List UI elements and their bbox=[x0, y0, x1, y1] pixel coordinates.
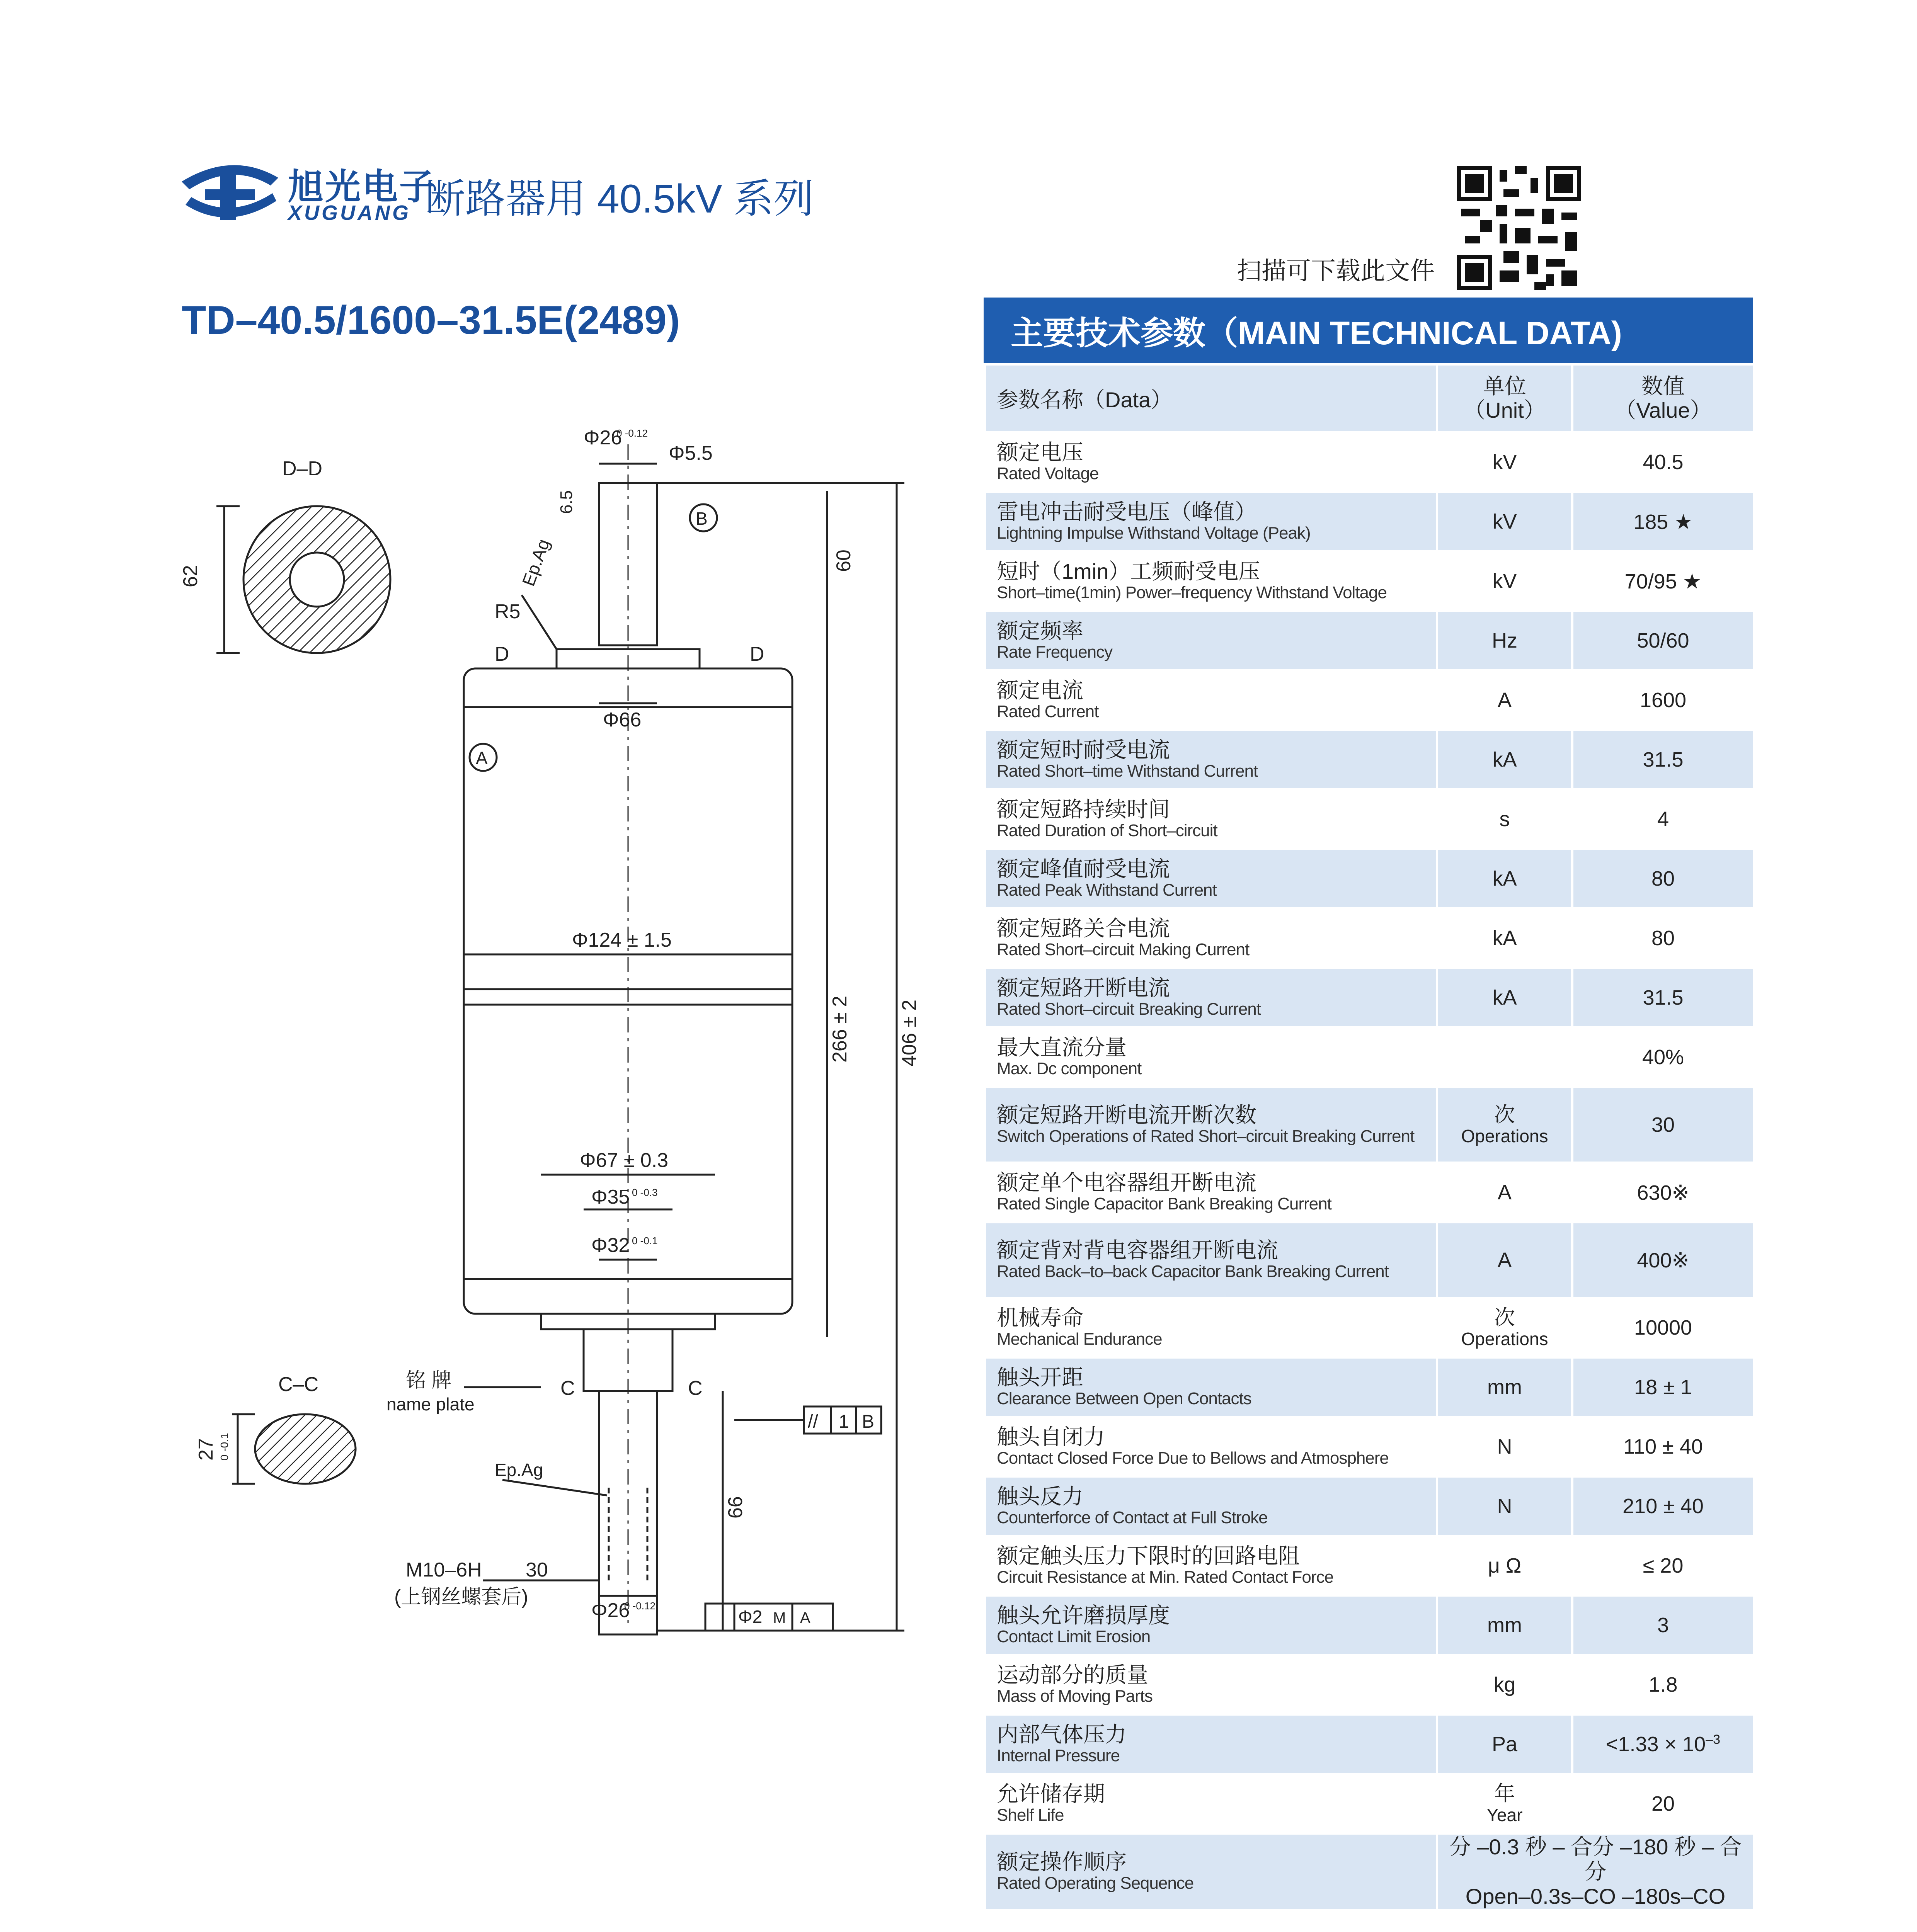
unit-cell bbox=[1437, 670, 1572, 730]
unit-text: kA bbox=[1492, 927, 1517, 950]
main-table-row bbox=[985, 1417, 1754, 1476]
value-text: 80 bbox=[1651, 867, 1675, 890]
section-cc-label: C–C bbox=[278, 1373, 319, 1396]
param-cell bbox=[985, 1833, 1437, 1910]
value-text: 18 ± 1 bbox=[1634, 1376, 1692, 1399]
unit-text: A bbox=[1497, 1248, 1512, 1272]
pos-tol-m: M bbox=[773, 1609, 786, 1626]
param-cell bbox=[985, 670, 1437, 730]
param-cell bbox=[985, 1655, 1437, 1714]
param-name-en: Rated Peak Withstand Current bbox=[997, 881, 1217, 900]
unit-cell bbox=[1437, 492, 1572, 551]
value-cell bbox=[1572, 908, 1754, 968]
dim-phi26-top-tol: 0 -0.12 bbox=[616, 427, 648, 439]
model-number: TD–40.5/1600–31.5E(2489) bbox=[182, 298, 680, 343]
param-name-cn: 额定峰值耐受电流 bbox=[997, 857, 1170, 881]
unit-text: kV bbox=[1492, 451, 1517, 474]
param-name-cn: 触头开距 bbox=[997, 1365, 1083, 1389]
value-cell bbox=[1572, 1655, 1754, 1714]
param-cell bbox=[985, 1163, 1437, 1222]
main-table-row bbox=[985, 908, 1754, 968]
section-d-right: D bbox=[750, 643, 764, 665]
param-name-cn: 内部气体压力 bbox=[997, 1722, 1127, 1747]
param-name-en: Mass of Moving Parts bbox=[997, 1687, 1153, 1706]
thread-depth: 30 bbox=[526, 1559, 548, 1581]
datum-a-label: A bbox=[476, 748, 488, 768]
tol-parallel-value: 1 bbox=[839, 1412, 849, 1432]
param-name-cn: 额定单个电容器组开断电流 bbox=[997, 1170, 1256, 1195]
param-name-cn: 额定短路开断电流开断次数 bbox=[997, 1103, 1256, 1127]
param-name-cn: 触头允许磨损厚度 bbox=[997, 1603, 1170, 1628]
unit-cell bbox=[1437, 1417, 1572, 1476]
value-cell bbox=[1572, 1357, 1754, 1417]
unit-text: kV bbox=[1492, 570, 1517, 593]
unit-cn: 次 bbox=[1494, 1103, 1515, 1126]
technical-drawing bbox=[155, 386, 947, 1700]
value-cell bbox=[1572, 611, 1754, 670]
dim-phi35: Φ35 bbox=[591, 1186, 630, 1208]
param-name-en: Shelf Life bbox=[997, 1806, 1064, 1825]
main-table-row bbox=[985, 730, 1754, 789]
brand-name-cn: 旭光电子 bbox=[288, 167, 437, 207]
value-cell bbox=[1572, 849, 1754, 908]
main-table-row bbox=[985, 1357, 1754, 1417]
param-cell bbox=[985, 1774, 1437, 1833]
param-cell bbox=[985, 1595, 1437, 1655]
unit-cell bbox=[1437, 1163, 1572, 1222]
value-text: 30 bbox=[1651, 1113, 1675, 1136]
qr-code bbox=[1457, 166, 1581, 290]
param-cell bbox=[985, 1087, 1437, 1163]
dim-266: 266 ± 2 bbox=[829, 995, 851, 1063]
unit-text: s bbox=[1499, 808, 1510, 831]
value-cell bbox=[1572, 1714, 1754, 1774]
unit-cell bbox=[1437, 432, 1572, 492]
value-text: 1.8 bbox=[1648, 1673, 1678, 1696]
section-c-right: C bbox=[688, 1377, 703, 1400]
thread-spec: M10–6H bbox=[406, 1559, 482, 1581]
unit-text: N bbox=[1497, 1435, 1512, 1458]
main-table-row bbox=[985, 1163, 1754, 1222]
unit-cell bbox=[1437, 1536, 1572, 1595]
value-cell bbox=[1572, 1476, 1754, 1536]
unit-en: Operations bbox=[1461, 1329, 1548, 1349]
unit-cell bbox=[1437, 1714, 1572, 1774]
value-text: 40.5 bbox=[1643, 451, 1684, 474]
main-table-row bbox=[985, 1655, 1754, 1714]
nameplate-en: name plate bbox=[386, 1394, 475, 1414]
param-cell bbox=[985, 1357, 1437, 1417]
unit-cell bbox=[1437, 789, 1572, 849]
param-name-cn: 机械寿命 bbox=[997, 1306, 1083, 1330]
unit-en: Year bbox=[1486, 1805, 1523, 1825]
value-text: 185 ★ bbox=[1633, 510, 1693, 534]
section-dd-label: D–D bbox=[282, 457, 323, 480]
param-name-en: Short–time(1min) Power–frequency Withstand Voltage bbox=[997, 583, 1387, 602]
param-name-en: Max. Dc component bbox=[997, 1059, 1142, 1078]
radius-r5: R5 bbox=[495, 600, 521, 623]
param-name-cn: 额定频率 bbox=[997, 619, 1083, 643]
param-name-en: Mechanical Endurance bbox=[997, 1330, 1162, 1349]
main-technical-table bbox=[984, 363, 1755, 1911]
param-name-cn: 最大直流分量 bbox=[997, 1035, 1127, 1060]
qr-code-icon bbox=[1457, 166, 1581, 290]
unit-cell bbox=[1437, 611, 1572, 670]
unit-cell bbox=[1437, 968, 1572, 1027]
value-cell bbox=[1572, 1087, 1754, 1163]
unit-text: N bbox=[1497, 1495, 1512, 1518]
unit-text: A bbox=[1497, 689, 1512, 712]
value-cell bbox=[1572, 1417, 1754, 1476]
op-seq-value-cn: 分 –0.3 秒 – 合分 –180 秒 – 合分 bbox=[1449, 1835, 1742, 1884]
param-name-en: Rated Current bbox=[997, 702, 1099, 721]
param-name-cn: 额定操作顺序 bbox=[997, 1850, 1127, 1874]
ep-ag-bottom: Ep.Ag bbox=[495, 1460, 543, 1480]
unit-text: mm bbox=[1487, 1376, 1522, 1399]
main-table-row bbox=[985, 1027, 1754, 1087]
main-table-title-text: 主要技术参数（MAIN TECHNICAL DATA) bbox=[1011, 315, 1622, 351]
dim-60: 60 bbox=[833, 549, 855, 572]
param-name-en: Rated Back–to–back Capacitor Bank Breaking Current bbox=[997, 1262, 1389, 1281]
param-name-en: Contact Limit Erosion bbox=[997, 1627, 1151, 1646]
param-name-en: Rated Short–time Withstand Current bbox=[997, 762, 1258, 781]
unit-cell bbox=[1437, 849, 1572, 908]
header-param: 参数名称（Data） bbox=[985, 364, 1437, 432]
unit-text: kV bbox=[1492, 510, 1517, 533]
param-cell bbox=[985, 611, 1437, 670]
unit-text: mm bbox=[1487, 1614, 1522, 1637]
param-name-cn: 触头自闭力 bbox=[997, 1425, 1105, 1449]
unit-cell bbox=[1437, 1595, 1572, 1655]
dim-phi55: Φ5.5 bbox=[669, 442, 713, 464]
value-text: 70/95 ★ bbox=[1624, 570, 1702, 593]
value-text: 630※ bbox=[1637, 1181, 1689, 1204]
dim-66: 66 bbox=[724, 1496, 747, 1519]
param-name-cn: 运动部分的质量 bbox=[997, 1663, 1148, 1687]
param-cell bbox=[985, 1476, 1437, 1536]
value-cell bbox=[1572, 1536, 1754, 1595]
unit-cell bbox=[1437, 1298, 1572, 1357]
main-table-row bbox=[985, 1222, 1754, 1298]
param-cell bbox=[985, 492, 1437, 551]
value-text: <1.33 × 10 bbox=[1605, 1733, 1706, 1756]
param-name-en: Rated Short–circuit Making Current bbox=[997, 940, 1250, 959]
param-cell bbox=[985, 908, 1437, 968]
param-name-en: Rate Frequency bbox=[997, 643, 1113, 662]
dim-phi66: Φ66 bbox=[603, 709, 642, 731]
unit-cn: 次 bbox=[1494, 1306, 1515, 1329]
unit-cell bbox=[1437, 1655, 1572, 1714]
param-cell bbox=[985, 551, 1437, 611]
unit-text: A bbox=[1497, 1181, 1512, 1204]
section-d-left: D bbox=[495, 643, 509, 665]
thread-note: (上钢丝螺套后) bbox=[394, 1586, 528, 1608]
brand-logo-icon bbox=[178, 155, 282, 232]
datum-b-label: B bbox=[696, 509, 708, 529]
param-name-cn: 额定短路开断电流 bbox=[997, 976, 1170, 1000]
value-cell bbox=[1572, 670, 1754, 730]
unit-text: μ Ω bbox=[1488, 1554, 1522, 1577]
main-table-row bbox=[985, 1298, 1754, 1357]
param-cell bbox=[985, 1222, 1437, 1298]
param-name-cn: 额定短路持续时间 bbox=[997, 797, 1170, 821]
tol-parallel-datum: B bbox=[862, 1412, 875, 1432]
dim-62: 62 bbox=[179, 565, 202, 587]
param-cell bbox=[985, 730, 1437, 789]
main-table-row bbox=[985, 849, 1754, 908]
tol-parallel-symbol: // bbox=[808, 1412, 818, 1432]
dim-27: 27 bbox=[195, 1438, 217, 1461]
pos-tol-value: Φ2 bbox=[738, 1607, 763, 1627]
param-name-cn: 额定电压 bbox=[997, 440, 1083, 464]
dim-phi67: Φ67 ± 0.3 bbox=[580, 1149, 669, 1172]
param-name-en: Counterforce of Contact at Full Stroke bbox=[997, 1508, 1268, 1527]
param-name-en: Circuit Resistance at Min. Rated Contact Force bbox=[997, 1568, 1334, 1587]
param-cell bbox=[985, 1298, 1437, 1357]
dim-phi124: Φ124 ± 1.5 bbox=[572, 929, 672, 951]
param-name-cn: 额定短路关合电流 bbox=[997, 916, 1170, 940]
main-table-row bbox=[985, 1536, 1754, 1595]
dim-phi26-top: Φ26 bbox=[584, 427, 622, 449]
main-table-header bbox=[985, 364, 1754, 432]
value-cell bbox=[1572, 789, 1754, 849]
brand-logo bbox=[178, 155, 282, 232]
param-name-cn: 额定电流 bbox=[997, 678, 1083, 702]
value-text: 110 ± 40 bbox=[1623, 1435, 1703, 1458]
param-name-cn: 额定短时耐受电流 bbox=[997, 738, 1170, 762]
main-table-row bbox=[985, 551, 1754, 611]
param-cell bbox=[985, 849, 1437, 908]
value-text: 400※ bbox=[1637, 1248, 1689, 1272]
param-name-cn: 短时（1min）工频耐受电压 bbox=[997, 559, 1260, 583]
value-text: 31.5 bbox=[1643, 986, 1684, 1009]
unit-cell bbox=[1437, 908, 1572, 968]
unit-cell bbox=[1437, 551, 1572, 611]
value-cell bbox=[1572, 1027, 1754, 1087]
param-name-en: Rated Voltage bbox=[997, 464, 1099, 483]
param-name-en: Internal Pressure bbox=[997, 1746, 1120, 1765]
main-table-row bbox=[985, 1714, 1754, 1774]
scan-hint: 扫描可下载此文件 bbox=[1237, 257, 1435, 285]
pos-tol-datum: A bbox=[800, 1609, 810, 1626]
value-cell bbox=[1572, 492, 1754, 551]
main-table-row bbox=[985, 968, 1754, 1027]
unit-cell bbox=[1437, 1476, 1572, 1536]
main-table-title bbox=[984, 298, 1753, 363]
param-name-cn: 额定背对背电容器组开断电流 bbox=[997, 1238, 1278, 1262]
param-name-cn: 雷电冲击耐受电压（峰值） bbox=[997, 500, 1256, 524]
main-table-row bbox=[985, 1774, 1754, 1833]
unit-text: kA bbox=[1492, 867, 1517, 890]
value-cell bbox=[1572, 1298, 1754, 1357]
value-text: 50/60 bbox=[1637, 629, 1689, 652]
unit-cell bbox=[1437, 1087, 1572, 1163]
main-table-row-op-seq bbox=[985, 1833, 1754, 1910]
unit-cell bbox=[1437, 1027, 1572, 1087]
unit-cell bbox=[1437, 1774, 1572, 1833]
param-cell bbox=[985, 1714, 1437, 1774]
param-name-cn: 允许储存期 bbox=[997, 1782, 1105, 1806]
param-cell bbox=[985, 432, 1437, 492]
section-c-left: C bbox=[560, 1377, 575, 1400]
main-table-row bbox=[985, 611, 1754, 670]
dim-phi32: Φ32 bbox=[591, 1234, 630, 1257]
unit-text: Hz bbox=[1492, 629, 1517, 652]
value-cell bbox=[1572, 1774, 1754, 1833]
param-cell bbox=[985, 1536, 1437, 1595]
param-name-en: Contact Closed Force Due to Bellows and Atmosphere bbox=[997, 1449, 1389, 1468]
value-cell bbox=[1572, 968, 1754, 1027]
value-text: 3 bbox=[1657, 1614, 1669, 1637]
value-text: 31.5 bbox=[1643, 748, 1684, 771]
main-table-row bbox=[985, 432, 1754, 492]
value-cell bbox=[1572, 1595, 1754, 1655]
main-table-row bbox=[985, 1476, 1754, 1536]
param-name-en: Rated Operating Sequence bbox=[997, 1874, 1194, 1893]
unit-cell bbox=[1437, 1357, 1572, 1417]
header-unit: 单位 （Unit） bbox=[1437, 364, 1572, 432]
param-cell bbox=[985, 789, 1437, 849]
param-name-cn: 额定触头压力下限时的回路电阻 bbox=[997, 1544, 1300, 1568]
param-cell bbox=[985, 1027, 1437, 1087]
param-name-cn: 触头反力 bbox=[997, 1484, 1083, 1509]
param-cell bbox=[985, 1417, 1437, 1476]
dim-phi32-tol: 0 -0.1 bbox=[632, 1235, 658, 1247]
value-cell bbox=[1572, 551, 1754, 611]
nameplate-cn: 铭 牌 bbox=[406, 1369, 452, 1392]
dim-406: 406 ± 2 bbox=[898, 999, 921, 1066]
value-cell bbox=[1572, 1222, 1754, 1298]
value-cell bbox=[1572, 1163, 1754, 1222]
unit-text: Pa bbox=[1491, 1733, 1518, 1756]
value-cell bbox=[1572, 432, 1754, 492]
unit-cn: 年 bbox=[1494, 1782, 1515, 1805]
main-table-row bbox=[985, 789, 1754, 849]
param-name-en: Rated Duration of Short–circuit bbox=[997, 821, 1217, 840]
dim-phi35-tol: 0 -0.3 bbox=[632, 1187, 658, 1198]
brand-name-en: XUGUANG bbox=[288, 201, 411, 224]
dim-27-tol: 0 -0.1 bbox=[218, 1433, 230, 1461]
value-text: 80 bbox=[1651, 927, 1675, 950]
dim-65: 6.5 bbox=[557, 490, 576, 514]
main-table-row bbox=[985, 670, 1754, 730]
ep-ag-top: Ep.Ag bbox=[518, 536, 554, 589]
param-cell bbox=[985, 968, 1437, 1027]
op-seq-value-en: Open–0.3s–CO –180s–CO bbox=[1465, 1884, 1726, 1908]
dim-phi26-bot: Φ26 bbox=[591, 1599, 630, 1622]
value-text: 210 ± 40 bbox=[1622, 1495, 1704, 1518]
op-seq-value-cell bbox=[1437, 1833, 1754, 1910]
value-cell bbox=[1572, 730, 1754, 789]
main-table-row bbox=[985, 492, 1754, 551]
series-title: 断路器用 40.5kV 系列 bbox=[425, 177, 814, 221]
param-name-en: Switch Operations of Rated Short–circuit Breaking Current bbox=[997, 1127, 1415, 1146]
unit-text: kA bbox=[1492, 986, 1517, 1009]
unit-text: kg bbox=[1493, 1673, 1516, 1696]
main-table-row bbox=[985, 1595, 1754, 1655]
value-text: ≤ 20 bbox=[1643, 1554, 1684, 1577]
unit-cell bbox=[1437, 1222, 1572, 1298]
unit-en: Operations bbox=[1461, 1126, 1548, 1146]
param-name-en: Rated Short–circuit Breaking Current bbox=[997, 1000, 1261, 1019]
param-name-en: Lightning Impulse Withstand Voltage (Peak) bbox=[997, 524, 1311, 543]
dim-phi26-bot-tol: 0 -0.12 bbox=[624, 1600, 655, 1612]
param-name-en: Rated Single Capacitor Bank Breaking Current bbox=[997, 1194, 1331, 1213]
main-table-row bbox=[985, 1087, 1754, 1163]
value-text: 1600 bbox=[1639, 689, 1687, 712]
value-exponent: –3 bbox=[1706, 1732, 1721, 1747]
value-text: 4 bbox=[1657, 808, 1669, 831]
value-text: 40% bbox=[1642, 1046, 1684, 1069]
value-text: 10000 bbox=[1634, 1316, 1692, 1339]
header-value: 数值 （Value） bbox=[1572, 364, 1754, 432]
unit-text: kA bbox=[1492, 748, 1517, 771]
param-name-en: Clearance Between Open Contacts bbox=[997, 1389, 1251, 1408]
value-text: 20 bbox=[1651, 1792, 1675, 1815]
unit-cell bbox=[1437, 730, 1572, 789]
